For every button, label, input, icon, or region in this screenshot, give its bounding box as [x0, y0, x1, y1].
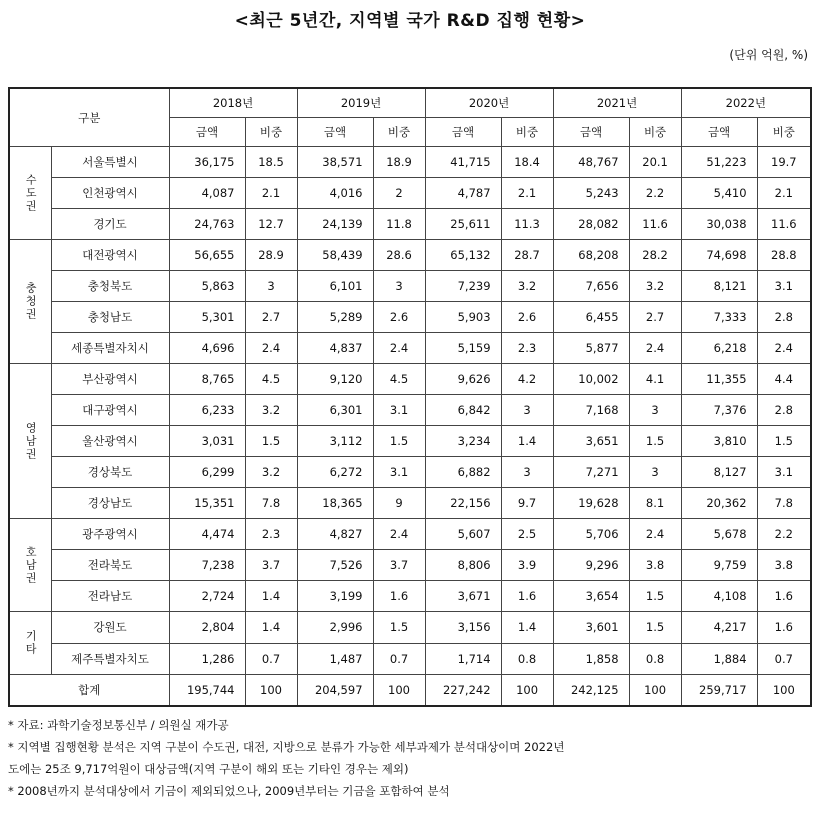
amount-cell: 7,168	[553, 395, 629, 426]
ratio-cell: 2.4	[245, 333, 297, 364]
amount-cell: 6,218	[681, 333, 757, 364]
ratio-cell: 1.6	[501, 581, 553, 612]
ratio-cell: 9	[373, 488, 425, 519]
ratio-cell: 2.6	[373, 302, 425, 333]
region-name: 전라북도	[51, 550, 169, 581]
ratio-cell: 3.2	[245, 395, 297, 426]
ratio-cell: 2.8	[757, 395, 811, 426]
ratio-cell: 3.2	[629, 271, 681, 302]
ratio-cell: 2.8	[757, 302, 811, 333]
amount-cell: 7,376	[681, 395, 757, 426]
ratio-cell: 4.5	[373, 364, 425, 395]
header-year: 2018년	[169, 88, 297, 118]
amount-cell: 11,355	[681, 364, 757, 395]
amount-cell: 6,882	[425, 457, 501, 488]
region-name: 충청남도	[51, 302, 169, 333]
ratio-cell: 3.7	[373, 550, 425, 581]
amount-cell: 5,301	[169, 302, 245, 333]
amount-cell: 2,804	[169, 612, 245, 643]
ratio-cell: 11.6	[757, 209, 811, 240]
ratio-cell: 2.4	[629, 333, 681, 364]
total-ratio-cell: 100	[245, 674, 297, 706]
region-name: 대전광역시	[51, 240, 169, 271]
amount-cell: 5,863	[169, 271, 245, 302]
region-name: 충청북도	[51, 271, 169, 302]
amount-cell: 4,787	[425, 178, 501, 209]
region-group-label: 호남권	[9, 519, 51, 612]
region-name: 전라남도	[51, 581, 169, 612]
amount-cell: 8,121	[681, 271, 757, 302]
table-row	[9, 643, 811, 674]
amount-cell: 3,651	[553, 426, 629, 457]
amount-cell: 8,806	[425, 550, 501, 581]
region-name: 서울특별시	[51, 147, 169, 178]
amount-cell: 6,299	[169, 457, 245, 488]
table-row	[9, 178, 811, 209]
ratio-cell: 2.3	[245, 519, 297, 550]
table-row	[9, 395, 811, 426]
ratio-cell: 0.7	[245, 643, 297, 674]
ratio-cell: 3.1	[757, 457, 811, 488]
total-ratio-cell: 100	[373, 674, 425, 706]
amount-cell: 6,233	[169, 395, 245, 426]
ratio-cell: 1.6	[757, 612, 811, 643]
region-name: 대구광역시	[51, 395, 169, 426]
ratio-cell: 2.1	[501, 178, 553, 209]
amount-cell: 18,365	[297, 488, 373, 519]
header-ratio: 비중	[501, 118, 553, 147]
total-amount-cell: 259,717	[681, 674, 757, 706]
table-row	[9, 581, 811, 612]
ratio-cell: 1.5	[629, 581, 681, 612]
ratio-cell: 11.8	[373, 209, 425, 240]
amount-cell: 58,439	[297, 240, 373, 271]
rnd-region-table	[8, 87, 812, 707]
amount-cell: 3,810	[681, 426, 757, 457]
ratio-cell: 4.4	[757, 364, 811, 395]
amount-cell: 38,571	[297, 147, 373, 178]
amount-cell: 1,286	[169, 643, 245, 674]
amount-cell: 7,333	[681, 302, 757, 333]
amount-cell: 4,837	[297, 333, 373, 364]
ratio-cell: 2.1	[757, 178, 811, 209]
ratio-cell: 2.2	[757, 519, 811, 550]
table-row	[9, 612, 811, 643]
amount-cell: 7,526	[297, 550, 373, 581]
ratio-cell: 2.6	[501, 302, 553, 333]
amount-cell: 22,156	[425, 488, 501, 519]
header-amount: 금액	[169, 118, 245, 147]
amount-cell: 20,362	[681, 488, 757, 519]
amount-cell: 2,996	[297, 612, 373, 643]
header-category: 구분	[9, 88, 169, 147]
ratio-cell: 1.6	[757, 581, 811, 612]
ratio-cell: 3	[629, 395, 681, 426]
total-ratio-cell: 100	[501, 674, 553, 706]
ratio-cell: 1.5	[629, 612, 681, 643]
total-label: 합계	[9, 674, 169, 706]
header-ratio: 비중	[245, 118, 297, 147]
ratio-cell: 3.7	[245, 550, 297, 581]
region-name: 부산광역시	[51, 364, 169, 395]
amount-cell: 7,239	[425, 271, 501, 302]
ratio-cell: 28.6	[373, 240, 425, 271]
region-name: 인천광역시	[51, 178, 169, 209]
table-row	[9, 333, 811, 364]
ratio-cell: 2.4	[373, 333, 425, 364]
header-amount: 금액	[681, 118, 757, 147]
ratio-cell: 2.7	[245, 302, 297, 333]
header-amount: 금액	[425, 118, 501, 147]
footnote: * 자료: 과학기술정보통신부 / 의원실 재가공	[8, 718, 229, 732]
region-name: 강원도	[51, 612, 169, 643]
ratio-cell: 19.7	[757, 147, 811, 178]
amount-cell: 3,671	[425, 581, 501, 612]
header-year: 2021년	[553, 88, 681, 118]
amount-cell: 5,706	[553, 519, 629, 550]
ratio-cell: 2.3	[501, 333, 553, 364]
amount-cell: 74,698	[681, 240, 757, 271]
amount-cell: 8,765	[169, 364, 245, 395]
table-row	[9, 488, 811, 519]
amount-cell: 19,628	[553, 488, 629, 519]
ratio-cell: 4.2	[501, 364, 553, 395]
amount-cell: 5,410	[681, 178, 757, 209]
amount-cell: 9,626	[425, 364, 501, 395]
ratio-cell: 3	[629, 457, 681, 488]
total-amount-cell: 204,597	[297, 674, 373, 706]
amount-cell: 1,884	[681, 643, 757, 674]
amount-cell: 7,238	[169, 550, 245, 581]
total-ratio-cell: 100	[629, 674, 681, 706]
header-year: 2020년	[425, 88, 553, 118]
ratio-cell: 3	[501, 457, 553, 488]
amount-cell: 4,696	[169, 333, 245, 364]
region-name: 세종특별자치시	[51, 333, 169, 364]
header-year: 2022년	[681, 88, 811, 118]
ratio-cell: 0.8	[501, 643, 553, 674]
amount-cell: 4,827	[297, 519, 373, 550]
header-year: 2019년	[297, 88, 425, 118]
amount-cell: 10,002	[553, 364, 629, 395]
ratio-cell: 3.2	[501, 271, 553, 302]
amount-cell: 41,715	[425, 147, 501, 178]
amount-cell: 7,656	[553, 271, 629, 302]
ratio-cell: 1.4	[501, 612, 553, 643]
table-row	[9, 240, 811, 271]
amount-cell: 5,903	[425, 302, 501, 333]
ratio-cell: 3	[501, 395, 553, 426]
total-amount-cell: 242,125	[553, 674, 629, 706]
amount-cell: 3,156	[425, 612, 501, 643]
ratio-cell: 0.7	[373, 643, 425, 674]
ratio-cell: 3	[245, 271, 297, 302]
amount-cell: 9,296	[553, 550, 629, 581]
ratio-cell: 2.4	[757, 333, 811, 364]
footnote: * 지역별 집행현황 분석은 지역 구분이 수도권, 대전, 지방으로 분류가 가능한 세부과제가 분석대상이며 2022년	[8, 740, 565, 754]
amount-cell: 3,234	[425, 426, 501, 457]
amount-cell: 5,243	[553, 178, 629, 209]
ratio-cell: 3.9	[501, 550, 553, 581]
region-name: 경상남도	[51, 488, 169, 519]
ratio-cell: 4.1	[629, 364, 681, 395]
footnotes	[8, 714, 814, 802]
header-amount: 금액	[553, 118, 629, 147]
amount-cell: 25,611	[425, 209, 501, 240]
amount-cell: 5,877	[553, 333, 629, 364]
ratio-cell: 3.8	[629, 550, 681, 581]
ratio-cell: 1.5	[373, 426, 425, 457]
header-amount: 금액	[297, 118, 373, 147]
ratio-cell: 2.1	[245, 178, 297, 209]
ratio-cell: 1.4	[245, 581, 297, 612]
amount-cell: 68,208	[553, 240, 629, 271]
amount-cell: 51,223	[681, 147, 757, 178]
ratio-cell: 2.4	[373, 519, 425, 550]
ratio-cell: 1.4	[245, 612, 297, 643]
ratio-cell: 1.5	[757, 426, 811, 457]
amount-cell: 4,016	[297, 178, 373, 209]
ratio-cell: 20.1	[629, 147, 681, 178]
header-ratio: 비중	[757, 118, 811, 147]
table-row	[9, 364, 811, 395]
table-row	[9, 457, 811, 488]
amount-cell: 1,858	[553, 643, 629, 674]
region-name: 제주특별자치도	[51, 643, 169, 674]
amount-cell: 9,759	[681, 550, 757, 581]
amount-cell: 6,301	[297, 395, 373, 426]
ratio-cell: 1.4	[501, 426, 553, 457]
amount-cell: 4,087	[169, 178, 245, 209]
amount-cell: 1,714	[425, 643, 501, 674]
region-name: 광주광역시	[51, 519, 169, 550]
ratio-cell: 18.5	[245, 147, 297, 178]
region-group-label: 기타	[9, 612, 51, 674]
amount-cell: 9,120	[297, 364, 373, 395]
region-group-label: 영남권	[9, 364, 51, 519]
ratio-cell: 2.2	[629, 178, 681, 209]
ratio-cell: 1.6	[373, 581, 425, 612]
table-row	[9, 271, 811, 302]
region-name: 경기도	[51, 209, 169, 240]
ratio-cell: 3.8	[757, 550, 811, 581]
table-row	[9, 426, 811, 457]
ratio-cell: 28.2	[629, 240, 681, 271]
ratio-cell: 3	[373, 271, 425, 302]
ratio-cell: 4.5	[245, 364, 297, 395]
ratio-cell: 18.4	[501, 147, 553, 178]
region-group-label: 충청권	[9, 240, 51, 364]
amount-cell: 3,601	[553, 612, 629, 643]
amount-cell: 4,217	[681, 612, 757, 643]
ratio-cell: 11.6	[629, 209, 681, 240]
ratio-cell: 9.7	[501, 488, 553, 519]
ratio-cell: 2.7	[629, 302, 681, 333]
amount-cell: 3,199	[297, 581, 373, 612]
amount-cell: 3,031	[169, 426, 245, 457]
amount-cell: 24,139	[297, 209, 373, 240]
amount-cell: 15,351	[169, 488, 245, 519]
amount-cell: 5,289	[297, 302, 373, 333]
ratio-cell: 7.8	[757, 488, 811, 519]
amount-cell: 6,101	[297, 271, 373, 302]
amount-cell: 2,724	[169, 581, 245, 612]
table-row	[9, 147, 811, 178]
footnote: * 2008년까지 분석대상에서 기금이 제외되었으나, 2009년부터는 기금을 포함하여 분석	[8, 784, 450, 798]
ratio-cell: 11.3	[501, 209, 553, 240]
amount-cell: 4,474	[169, 519, 245, 550]
table-row	[9, 302, 811, 333]
header-ratio: 비중	[373, 118, 425, 147]
amount-cell: 5,678	[681, 519, 757, 550]
table-row	[9, 550, 811, 581]
amount-cell: 28,082	[553, 209, 629, 240]
total-ratio-cell: 100	[757, 674, 811, 706]
header-ratio: 비중	[629, 118, 681, 147]
amount-cell: 6,455	[553, 302, 629, 333]
footnote: 도에는 25조 9,717억원이 대상금액(지역 구분이 해외 또는 기타인 경우는 제외)	[8, 762, 409, 776]
ratio-cell: 0.7	[757, 643, 811, 674]
amount-cell: 3,112	[297, 426, 373, 457]
ratio-cell: 0.8	[629, 643, 681, 674]
table-row	[9, 209, 811, 240]
ratio-cell: 7.8	[245, 488, 297, 519]
amount-cell: 6,842	[425, 395, 501, 426]
ratio-cell: 1.5	[373, 612, 425, 643]
region-name: 경상북도	[51, 457, 169, 488]
amount-cell: 36,175	[169, 147, 245, 178]
amount-cell: 3,654	[553, 581, 629, 612]
amount-cell: 8,127	[681, 457, 757, 488]
ratio-cell: 2	[373, 178, 425, 209]
amount-cell: 56,655	[169, 240, 245, 271]
ratio-cell: 1.5	[245, 426, 297, 457]
amount-cell: 48,767	[553, 147, 629, 178]
ratio-cell: 3.2	[245, 457, 297, 488]
amount-cell: 4,108	[681, 581, 757, 612]
ratio-cell: 2.5	[501, 519, 553, 550]
amount-cell: 6,272	[297, 457, 373, 488]
total-amount-cell: 227,242	[425, 674, 501, 706]
amount-cell: 7,271	[553, 457, 629, 488]
amount-cell: 65,132	[425, 240, 501, 271]
ratio-cell: 1.5	[629, 426, 681, 457]
amount-cell: 5,607	[425, 519, 501, 550]
ratio-cell: 2.4	[629, 519, 681, 550]
ratio-cell: 3.1	[757, 271, 811, 302]
unit-label: (단위 억원, %)	[729, 48, 808, 62]
ratio-cell: 18.9	[373, 147, 425, 178]
amount-cell: 30,038	[681, 209, 757, 240]
ratio-cell: 28.8	[757, 240, 811, 271]
amount-cell: 1,487	[297, 643, 373, 674]
amount-cell: 24,763	[169, 209, 245, 240]
page-title: <최근 5년간, 지역별 국가 R&D 집행 현황>	[234, 11, 586, 31]
ratio-cell: 8.1	[629, 488, 681, 519]
total-row	[9, 674, 811, 706]
table-row	[9, 519, 811, 550]
amount-cell: 5,159	[425, 333, 501, 364]
ratio-cell: 3.1	[373, 395, 425, 426]
ratio-cell: 3.1	[373, 457, 425, 488]
total-amount-cell: 195,744	[169, 674, 245, 706]
region-group-label: 수도권	[9, 147, 51, 240]
ratio-cell: 12.7	[245, 209, 297, 240]
region-name: 울산광역시	[51, 426, 169, 457]
ratio-cell: 28.7	[501, 240, 553, 271]
ratio-cell: 28.9	[245, 240, 297, 271]
